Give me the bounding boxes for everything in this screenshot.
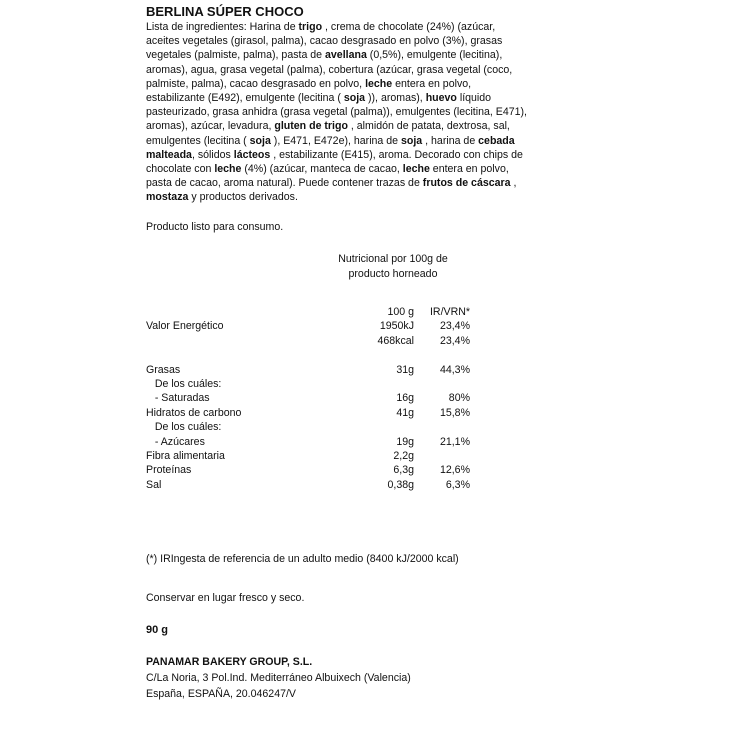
ingredients-list <box>146 20 586 205</box>
nutrient-amount: 2,2g <box>393 449 414 462</box>
allergen-text: frutos de cáscara <box>422 177 511 190</box>
ingredient-text: entera en polvo, estabilizante (E492), emulgente (lecitina ( <box>146 77 472 105</box>
allergen-text: leche <box>365 77 393 90</box>
nutrition-heading <box>318 252 468 282</box>
allergen-text: trigo <box>298 21 323 33</box>
allergen-text: soja <box>249 134 271 147</box>
nutrition-row <box>146 378 486 392</box>
allergen-text: lácteos <box>233 148 271 161</box>
nutrition-row <box>146 464 486 478</box>
nutrient-percent: 80% <box>448 392 470 405</box>
nutrition-heading-line2: producto horneado <box>348 268 438 280</box>
allergen-text: gluten de trigo <box>274 120 348 133</box>
ingredient-text: (0,5%), emulgente (lecitina), aromas), agua, grasa vegetal (palma), cobertura (azúcar, grasa vegetal (coco, palmiste, palma), cacao desgrasado en polvo, <box>146 49 513 90</box>
nutrient-label: - Saturadas <box>146 392 210 405</box>
nutrient-percent: 23,4% <box>439 334 470 347</box>
column-header-100g: 100 g <box>387 306 414 318</box>
net-weight: 90 g <box>146 624 169 636</box>
nutrition-row <box>146 364 486 378</box>
nutrient-percent: 12,6% <box>439 464 470 477</box>
address-line-1: C/La Noria, 3 Pol.Ind. Mediterráneo Albuixech (Valencia) <box>146 672 411 684</box>
nutrient-label: De los cuáles: <box>146 377 222 390</box>
nutrient-label: - Azúcares <box>146 435 205 448</box>
nutrient-percent: 15,8% <box>439 406 470 419</box>
nutrition-table <box>146 306 486 493</box>
reference-footnote: (*) IRIngesta de referencia de un adulto medio (8400 kJ/2000 kcal) <box>146 553 459 565</box>
ingredient-text: )), aromas), <box>365 92 426 105</box>
nutrition-row <box>146 450 486 464</box>
ready-to-eat-note: Producto listo para consumo. <box>146 221 284 233</box>
nutrition-row <box>146 349 486 363</box>
allergen-text: huevo <box>425 92 457 105</box>
ingredient-text: entera en polvo, pasta de cacao, aroma natural). Puede contener trazas de <box>146 163 509 190</box>
nutrient-amount: 19g <box>396 435 414 448</box>
nutrient-percent: 44,3% <box>439 363 470 376</box>
allergen-text: soja <box>343 92 366 105</box>
allergen-text: soja <box>401 134 423 147</box>
nutrition-header-row <box>146 306 486 320</box>
product-title: BERLINA SÚPER CHOCO <box>146 4 304 19</box>
nutrient-percent: 6,3% <box>445 478 470 491</box>
ingredient-text: líquido pasteurizado, grasa anhidra (grasa vegetal (palma)), emulgentes (lecitina, E471), aromas), azúcar, levadura, <box>146 92 527 133</box>
nutrient-label: Sal <box>146 478 162 491</box>
ingredient-text: y productos derivados. <box>188 191 298 204</box>
nutrition-row <box>146 407 486 421</box>
nutrient-label: De los cuáles: <box>146 421 222 434</box>
nutrient-label: Grasas <box>146 363 181 376</box>
ingredient-text: , crema de chocolate (24%) (azúcar, aceites vegetales (girasol, palma), cacao desgrasado en polvo (3%), grasas vegetales (palmiste, palma), pasta de <box>146 21 503 62</box>
allergen-text: leche <box>214 163 242 176</box>
nutrient-amount: 468kcal <box>377 334 414 347</box>
allergen-text: cebada malteada <box>146 134 515 161</box>
ingredient-text: Lista de ingredientes: Harina de <box>146 21 299 33</box>
ingredient-text: (4%) (azúcar, manteca de cacao, <box>241 163 403 176</box>
nutrient-amount: 0,38g <box>387 478 414 491</box>
nutrition-row <box>146 320 486 334</box>
allergen-text: mostaza <box>146 191 189 204</box>
nutrient-amount: 1950kJ <box>379 320 414 333</box>
allergen-text: leche <box>402 163 430 176</box>
ingredient-text: , <box>513 177 517 190</box>
ingredient-text: , harina de <box>422 134 479 147</box>
nutrition-row <box>146 392 486 406</box>
nutrition-row <box>146 479 486 493</box>
nutrient-percent: 23,4% <box>439 320 470 333</box>
column-header-ir: IR/VRN* <box>429 306 470 318</box>
ingredient-text: , estabilizante (E415), aroma. Decorado con chips de chocolate con <box>146 148 523 176</box>
nutrient-label: Hidratos de carbono <box>146 406 242 419</box>
nutrient-amount: 16g <box>396 392 414 405</box>
allergen-text: avellana <box>325 49 367 62</box>
nutrient-amount: 41g <box>396 406 414 419</box>
nutrition-row <box>146 335 486 349</box>
company-name: PANAMAR BAKERY GROUP, S.L. <box>146 656 313 668</box>
nutrient-amount: 31g <box>396 363 414 376</box>
address-line-2: España, ESPAÑA, 20.046247/V <box>146 688 296 700</box>
nutrient-label: Valor Energético <box>146 320 224 333</box>
storage-note: Conservar en lugar fresco y seco. <box>146 592 305 604</box>
nutrient-label: Proteínas <box>146 464 192 477</box>
nutrient-amount: 6,3g <box>393 464 414 477</box>
ingredient-text: , almidón de patata, dextrosa, sal, emulgentes (lecitina ( <box>146 120 510 147</box>
nutrition-row <box>146 436 486 450</box>
nutrient-percent: 21,1% <box>439 435 470 448</box>
ingredient-text: , sólidos <box>191 148 234 161</box>
nutrition-heading-line1: Nutricional por 100g de <box>338 253 448 265</box>
ingredient-text: ), E471, E472e), harina de <box>270 134 401 147</box>
nutrient-label: Fibra alimentaria <box>146 449 225 462</box>
nutrition-row <box>146 421 486 435</box>
